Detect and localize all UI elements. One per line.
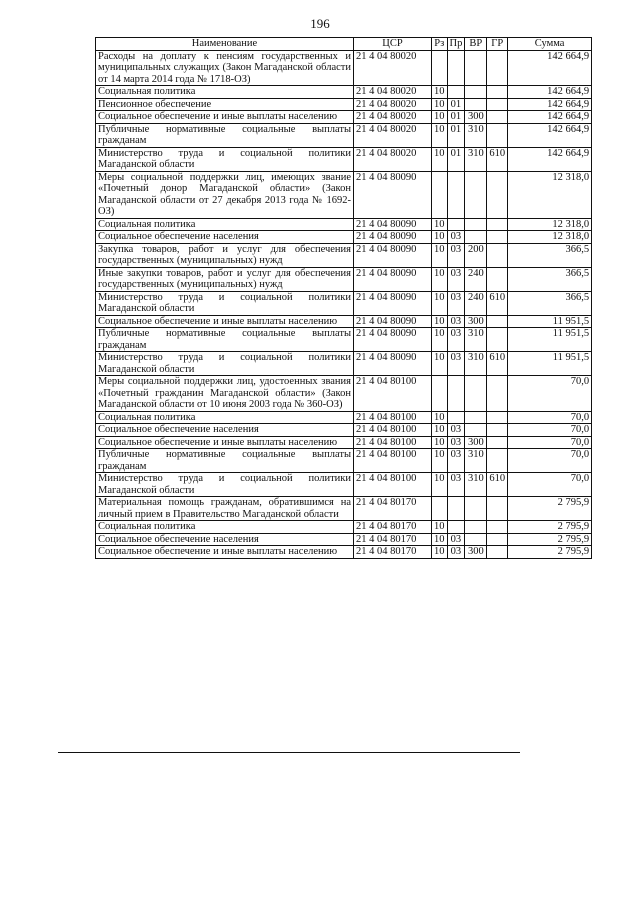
table-row [96, 50, 592, 86]
cell-vr [465, 50, 487, 86]
cell-rz: 10 [432, 424, 448, 437]
table-row [96, 111, 592, 124]
cell-csr: 21 4 04 80090 [354, 218, 432, 231]
cell-vr [465, 218, 487, 231]
cell-csr: 21 4 04 80090 [354, 352, 432, 376]
cell-vr: 310 [465, 147, 487, 171]
cell-sum: 70,0 [508, 449, 592, 473]
cell-name: Материальная помощь гражданам, обратившимся на личный прием в Правительство Магаданской области [96, 497, 354, 521]
cell-gr [487, 411, 508, 424]
cell-rz: 10 [432, 218, 448, 231]
cell-gr [487, 315, 508, 328]
cell-pr: 03 [447, 473, 465, 497]
cell-name: Социальная политика [96, 411, 354, 424]
cell-pr [447, 521, 465, 534]
cell-csr: 21 4 04 80090 [354, 328, 432, 352]
cell-sum: 70,0 [508, 411, 592, 424]
cell-rz: 10 [432, 267, 448, 291]
table-row [96, 376, 592, 412]
table-row [96, 436, 592, 449]
header-name: Наименование [96, 38, 354, 51]
cell-rz: 10 [432, 521, 448, 534]
cell-sum: 11 951,5 [508, 328, 592, 352]
cell-name: Социальное обеспечение населения [96, 424, 354, 437]
cell-pr [447, 50, 465, 86]
cell-csr: 21 4 04 80170 [354, 533, 432, 546]
cell-gr: 610 [487, 473, 508, 497]
cell-csr: 21 4 04 80090 [354, 267, 432, 291]
cell-pr: 03 [447, 546, 465, 559]
cell-rz: 10 [432, 147, 448, 171]
cell-sum: 70,0 [508, 376, 592, 412]
cell-sum: 142 664,9 [508, 123, 592, 147]
cell-csr: 21 4 04 80100 [354, 449, 432, 473]
cell-pr: 01 [447, 123, 465, 147]
cell-vr: 300 [465, 315, 487, 328]
cell-pr: 01 [447, 147, 465, 171]
cell-rz: 10 [432, 449, 448, 473]
cell-sum: 2 795,9 [508, 546, 592, 559]
cell-name: Социальное обеспечение и иные выплаты населению [96, 546, 354, 559]
cell-csr: 21 4 04 80020 [354, 86, 432, 99]
cell-vr: 310 [465, 328, 487, 352]
cell-sum: 142 664,9 [508, 50, 592, 86]
table-row [96, 546, 592, 559]
header-rz: Рз [432, 38, 448, 51]
table-row [96, 533, 592, 546]
table-row [96, 267, 592, 291]
cell-gr [487, 521, 508, 534]
table-row [96, 171, 592, 218]
cell-vr: 310 [465, 449, 487, 473]
cell-sum: 366,5 [508, 243, 592, 267]
cell-name: Публичные нормативные социальные выплаты гражданам [96, 449, 354, 473]
cell-rz: 10 [432, 411, 448, 424]
table-row [96, 449, 592, 473]
cell-csr: 21 4 04 80170 [354, 521, 432, 534]
cell-csr: 21 4 04 80100 [354, 376, 432, 412]
cell-gr [487, 111, 508, 124]
cell-sum: 366,5 [508, 267, 592, 291]
cell-pr [447, 376, 465, 412]
cell-name: Пенсионное обеспечение [96, 98, 354, 111]
cell-vr [465, 171, 487, 218]
cell-name: Закупка товаров, работ и услуг для обеспечения государственных (муниципальных) нужд [96, 243, 354, 267]
cell-sum: 142 664,9 [508, 98, 592, 111]
cell-rz: 10 [432, 111, 448, 124]
cell-vr: 300 [465, 111, 487, 124]
cell-csr: 21 4 04 80020 [354, 50, 432, 86]
cell-vr: 300 [465, 546, 487, 559]
cell-vr [465, 411, 487, 424]
table-header-row [96, 38, 592, 51]
cell-gr [487, 497, 508, 521]
page-number: 196 [310, 16, 330, 31]
cell-vr [465, 497, 487, 521]
cell-name: Социальная политика [96, 218, 354, 231]
cell-pr: 03 [447, 291, 465, 315]
cell-name: Социальное обеспечение и иные выплаты населению [96, 436, 354, 449]
cell-name: Социальное обеспечение населения [96, 231, 354, 244]
footer-rule [58, 752, 520, 753]
cell-rz: 10 [432, 231, 448, 244]
cell-pr: 03 [447, 315, 465, 328]
cell-sum: 12 318,0 [508, 218, 592, 231]
cell-pr: 03 [447, 424, 465, 437]
cell-gr: 610 [487, 291, 508, 315]
cell-vr [465, 98, 487, 111]
cell-csr: 21 4 04 80090 [354, 171, 432, 218]
cell-gr [487, 243, 508, 267]
cell-pr: 01 [447, 98, 465, 111]
table-row [96, 352, 592, 376]
cell-rz [432, 50, 448, 86]
table-row [96, 473, 592, 497]
table-row [96, 424, 592, 437]
header-pr: Пр [447, 38, 465, 51]
cell-vr: 300 [465, 436, 487, 449]
cell-csr: 21 4 04 80020 [354, 147, 432, 171]
cell-sum: 11 951,5 [508, 315, 592, 328]
table-row [96, 497, 592, 521]
cell-gr [487, 436, 508, 449]
cell-name: Социальное обеспечение населения [96, 533, 354, 546]
table-row [96, 218, 592, 231]
cell-csr: 21 4 04 80170 [354, 546, 432, 559]
header-sum: Сумма [508, 38, 592, 51]
cell-rz: 10 [432, 546, 448, 559]
cell-name: Социальное обеспечение и иные выплаты населению [96, 111, 354, 124]
cell-gr: 610 [487, 147, 508, 171]
cell-pr: 03 [447, 533, 465, 546]
cell-gr [487, 218, 508, 231]
cell-vr [465, 424, 487, 437]
cell-name: Меры социальной поддержки лиц, имеющих звание «Почетный донор Магаданской области» (Закон Магаданской области от 27 декабря 2013 года № 1692-ОЗ) [96, 171, 354, 218]
table-row [96, 243, 592, 267]
table-row [96, 315, 592, 328]
cell-pr [447, 86, 465, 99]
cell-sum: 2 795,9 [508, 521, 592, 534]
table-row [96, 291, 592, 315]
cell-sum: 142 664,9 [508, 147, 592, 171]
cell-csr: 21 4 04 80100 [354, 411, 432, 424]
cell-name: Публичные нормативные социальные выплаты гражданам [96, 123, 354, 147]
cell-name: Публичные нормативные социальные выплаты гражданам [96, 328, 354, 352]
cell-name: Министерство труда и социальной политики Магаданской области [96, 147, 354, 171]
cell-pr: 01 [447, 111, 465, 124]
cell-name: Меры социальной поддержки лиц, удостоенных звания «Почетный гражданин Магаданской области» (Закон Магаданской области от 10 июня 2003 года № 360-ОЗ) [96, 376, 354, 412]
cell-csr: 21 4 04 80090 [354, 243, 432, 267]
cell-pr: 03 [447, 352, 465, 376]
cell-name: Министерство труда и социальной политики Магаданской области [96, 291, 354, 315]
cell-sum: 12 318,0 [508, 171, 592, 218]
table-row [96, 147, 592, 171]
cell-pr [447, 218, 465, 231]
table-row [96, 98, 592, 111]
budget-table [95, 37, 592, 559]
cell-sum: 142 664,9 [508, 111, 592, 124]
cell-vr [465, 376, 487, 412]
cell-rz: 10 [432, 86, 448, 99]
cell-gr [487, 86, 508, 99]
cell-sum: 2 795,9 [508, 497, 592, 521]
header-vr: ВР [465, 38, 487, 51]
cell-vr [465, 231, 487, 244]
header-csr: ЦСР [354, 38, 432, 51]
table-row [96, 86, 592, 99]
cell-gr [487, 424, 508, 437]
cell-pr [447, 411, 465, 424]
table-row [96, 123, 592, 147]
cell-vr: 310 [465, 352, 487, 376]
cell-csr: 21 4 04 80100 [354, 436, 432, 449]
cell-gr [487, 171, 508, 218]
cell-rz: 10 [432, 291, 448, 315]
cell-rz [432, 497, 448, 521]
cell-name: Министерство труда и социальной политики Магаданской области [96, 352, 354, 376]
cell-pr: 03 [447, 328, 465, 352]
cell-csr: 21 4 04 80020 [354, 111, 432, 124]
cell-name: Социальное обеспечение и иные выплаты населению [96, 315, 354, 328]
cell-rz: 10 [432, 473, 448, 497]
cell-vr [465, 86, 487, 99]
cell-csr: 21 4 04 80020 [354, 123, 432, 147]
cell-gr [487, 449, 508, 473]
cell-sum: 11 951,5 [508, 352, 592, 376]
cell-gr [487, 328, 508, 352]
cell-vr: 310 [465, 123, 487, 147]
cell-sum: 12 318,0 [508, 231, 592, 244]
table-body [96, 50, 592, 558]
table-row [96, 328, 592, 352]
cell-vr: 240 [465, 291, 487, 315]
cell-csr: 21 4 04 80100 [354, 424, 432, 437]
cell-vr: 200 [465, 243, 487, 267]
cell-csr: 21 4 04 80090 [354, 291, 432, 315]
cell-gr [487, 376, 508, 412]
cell-sum: 70,0 [508, 473, 592, 497]
header-gr: ГР [487, 38, 508, 51]
cell-pr: 03 [447, 436, 465, 449]
cell-name: Социальная политика [96, 86, 354, 99]
cell-sum: 2 795,9 [508, 533, 592, 546]
cell-gr [487, 50, 508, 86]
cell-rz: 10 [432, 123, 448, 147]
cell-gr: 610 [487, 352, 508, 376]
cell-sum: 70,0 [508, 424, 592, 437]
cell-name: Социальная политика [96, 521, 354, 534]
cell-name: Иные закупки товаров, работ и услуг для обеспечения государственных (муниципальных) нужд [96, 267, 354, 291]
cell-rz: 10 [432, 315, 448, 328]
cell-pr: 03 [447, 449, 465, 473]
cell-csr: 21 4 04 80100 [354, 473, 432, 497]
cell-gr [487, 533, 508, 546]
cell-pr: 03 [447, 243, 465, 267]
cell-vr [465, 521, 487, 534]
table-row [96, 231, 592, 244]
cell-gr [487, 267, 508, 291]
cell-name: Министерство труда и социальной политики Магаданской области [96, 473, 354, 497]
cell-vr [465, 533, 487, 546]
cell-sum: 366,5 [508, 291, 592, 315]
cell-gr [487, 123, 508, 147]
cell-sum: 70,0 [508, 436, 592, 449]
cell-csr: 21 4 04 80090 [354, 231, 432, 244]
cell-vr: 310 [465, 473, 487, 497]
cell-csr: 21 4 04 80090 [354, 315, 432, 328]
cell-pr [447, 171, 465, 218]
table-row [96, 411, 592, 424]
cell-sum: 142 664,9 [508, 86, 592, 99]
cell-pr [447, 497, 465, 521]
cell-rz [432, 171, 448, 218]
cell-rz: 10 [432, 328, 448, 352]
cell-rz: 10 [432, 436, 448, 449]
cell-name: Расходы на доплату к пенсиям государственных и муниципальных служащих (Закон Магаданской области от 14 марта 2014 года № 1718-ОЗ) [96, 50, 354, 86]
cell-pr: 03 [447, 231, 465, 244]
cell-rz: 10 [432, 98, 448, 111]
cell-gr [487, 98, 508, 111]
table-row [96, 521, 592, 534]
cell-csr: 21 4 04 80170 [354, 497, 432, 521]
cell-vr: 240 [465, 267, 487, 291]
cell-gr [487, 546, 508, 559]
cell-rz: 10 [432, 533, 448, 546]
cell-pr: 03 [447, 267, 465, 291]
cell-rz [432, 376, 448, 412]
cell-gr [487, 231, 508, 244]
cell-csr: 21 4 04 80020 [354, 98, 432, 111]
cell-rz: 10 [432, 243, 448, 267]
cell-rz: 10 [432, 352, 448, 376]
